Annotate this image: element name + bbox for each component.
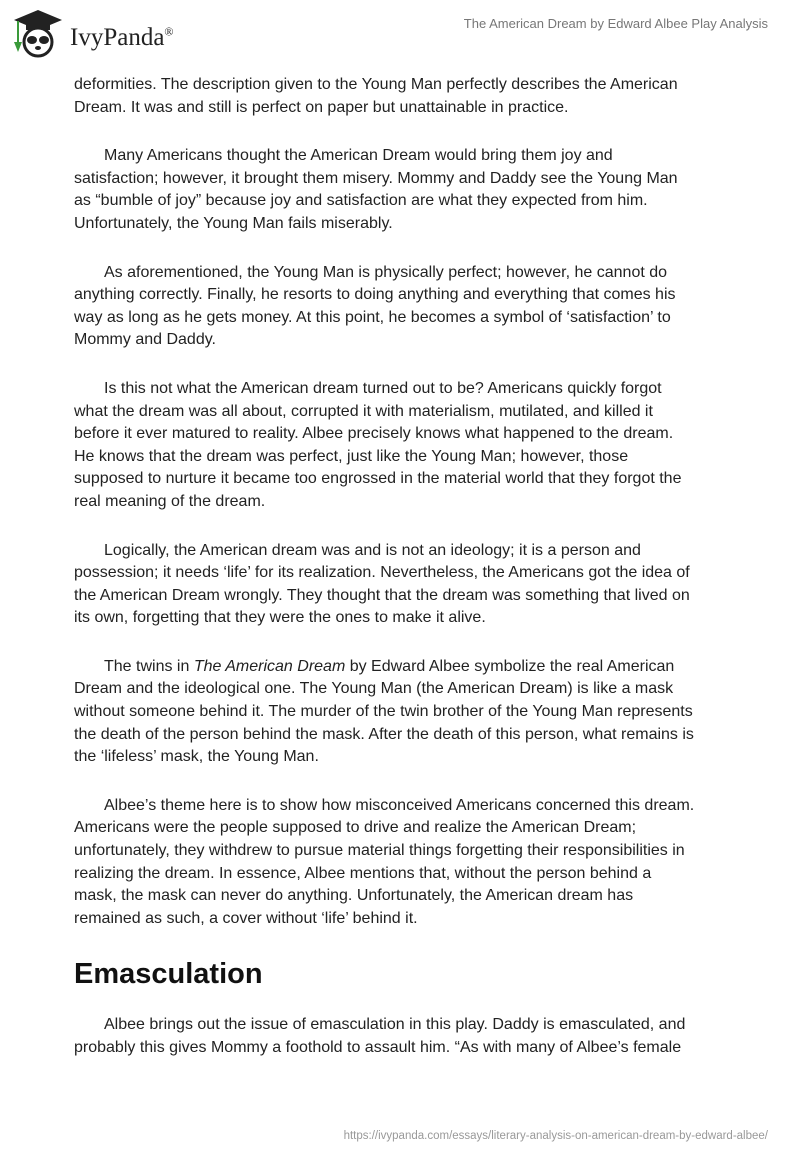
essay-body (74, 74, 754, 930)
paragraph (74, 74, 754, 119)
paragraph-line: Logically, the American dream was and is not an ideology; it is a person and (104, 541, 641, 559)
section-heading: Emasculation (74, 958, 263, 991)
section-body (74, 1014, 754, 1059)
paragraph (74, 540, 754, 630)
play-title: The American Dream (193, 657, 346, 675)
paragraph-line: mask, the mask can never do anything. Unfortunately, the American dream has (74, 887, 634, 905)
paragraph-line: probably this gives Mommy a foothold to assault him. “As with many of Albee’s female (74, 1039, 682, 1056)
paragraph-line: before it ever matured to reality. Albee precisely knows what happened to the dream. (74, 425, 674, 443)
paragraph-line: possession; it needs ‘life’ for its realization. Nevertheless, the Americans got the idea of (74, 564, 690, 582)
paragraph-line: its own, forgetting that they were the ones to make it alive. (74, 609, 486, 627)
paragraph-line: Unfortunately, the Young Man fails miserably. (74, 214, 393, 232)
paragraph (74, 378, 754, 514)
paragraph-line: Is this not what the American dream turned out to be? Americans quickly forgot (104, 379, 662, 397)
paragraph-line: Mommy and Daddy. (74, 331, 216, 349)
paragraph-line: Many Americans thought the American Dream would bring them joy and (104, 147, 613, 165)
line-text: by Edward Albee symbolize the real American (345, 657, 675, 675)
paragraph-line: what the dream was all about, corrupted it with materialism, mutilated, and killed it (74, 402, 653, 420)
paragraph-line: anything correctly. Finally, he resorts to doing anything and everything that comes his (74, 286, 676, 304)
paragraph-line: real meaning of the dream. (74, 492, 266, 510)
paragraph (74, 656, 754, 769)
document-title: The American Dream by Edward Albee Play Analysis (463, 16, 768, 31)
paragraph (74, 795, 754, 931)
logo-text (70, 24, 174, 52)
paragraph-line: As aforementioned, the Young Man is physically perfect; however, he cannot do (104, 263, 668, 281)
registered-mark: ® (164, 24, 174, 39)
paragraph-line: unfortunately, they withdrew to pursue material things forgetting their responsibilities in (74, 842, 685, 860)
paragraph-line: the ‘lifeless’ mask, the Young Man. (74, 748, 319, 766)
paragraph-line: remained as such, a cover without ‘life’ behind it. (74, 909, 418, 927)
paragraph-line: the death of the person behind the mask. After the death of this person, what remains is (74, 725, 694, 743)
paragraph-line: Dream. It was and still is perfect on paper but unattainable in practice. (74, 98, 569, 116)
paragraph (74, 1014, 754, 1059)
paragraph-line: realizing the dream. In essence, Albee mentions that, without the person behind a (74, 864, 652, 882)
paragraph-line: without someone behind it. The murder of the twin brother of the Young Man represents (74, 703, 693, 721)
panda-graduate-icon (12, 8, 64, 58)
paragraph-line: deformities. The description given to the Young Man perfectly describes the American (74, 76, 678, 93)
paragraph (74, 145, 754, 235)
paragraph-line: way as long as he gets money. At this point, he becomes a symbol of ‘satisfaction’ to (74, 308, 671, 326)
paragraph-line: He knows that the dream was perfect, just like the Young Man; however, those (74, 447, 629, 465)
paragraph (74, 262, 754, 352)
paragraph-line: as “bumble of joy” because joy and satisfaction are what they expected from him. (74, 192, 648, 210)
paragraph-line: the American Dream wrongly. They thought that the dream was something that lived on (74, 586, 690, 604)
logo-name: IvyPanda (70, 24, 165, 51)
paragraph-line: Albee’s theme here is to show how misconceived Americans concerned this dream. (104, 796, 695, 814)
source-url[interactable]: https://ivypanda.com/essays/literary-analysis-on-american-dream-by-edward-albee/ (343, 1130, 768, 1142)
paragraph-line: Albee brings out the issue of emasculation in this play. Daddy is emasculated, and (104, 1016, 686, 1034)
paragraph-line: supposed to nurture it became too engrossed in the material world that they forgot the (74, 470, 682, 488)
paragraph-line: Dream and the ideological one. The Young Man (the American Dream) is like a mask (74, 680, 674, 698)
paragraph-line (74, 656, 754, 679)
ivypanda-logo[interactable] (12, 8, 174, 58)
paragraph-line: Americans were the people supposed to drive and realize the American Dream; (74, 819, 637, 837)
paragraph-line: satisfaction; however, it brought them misery. Mommy and Daddy see the Young Man (74, 169, 678, 187)
essay-content (74, 74, 754, 1086)
line-text: The twins in (104, 657, 194, 675)
